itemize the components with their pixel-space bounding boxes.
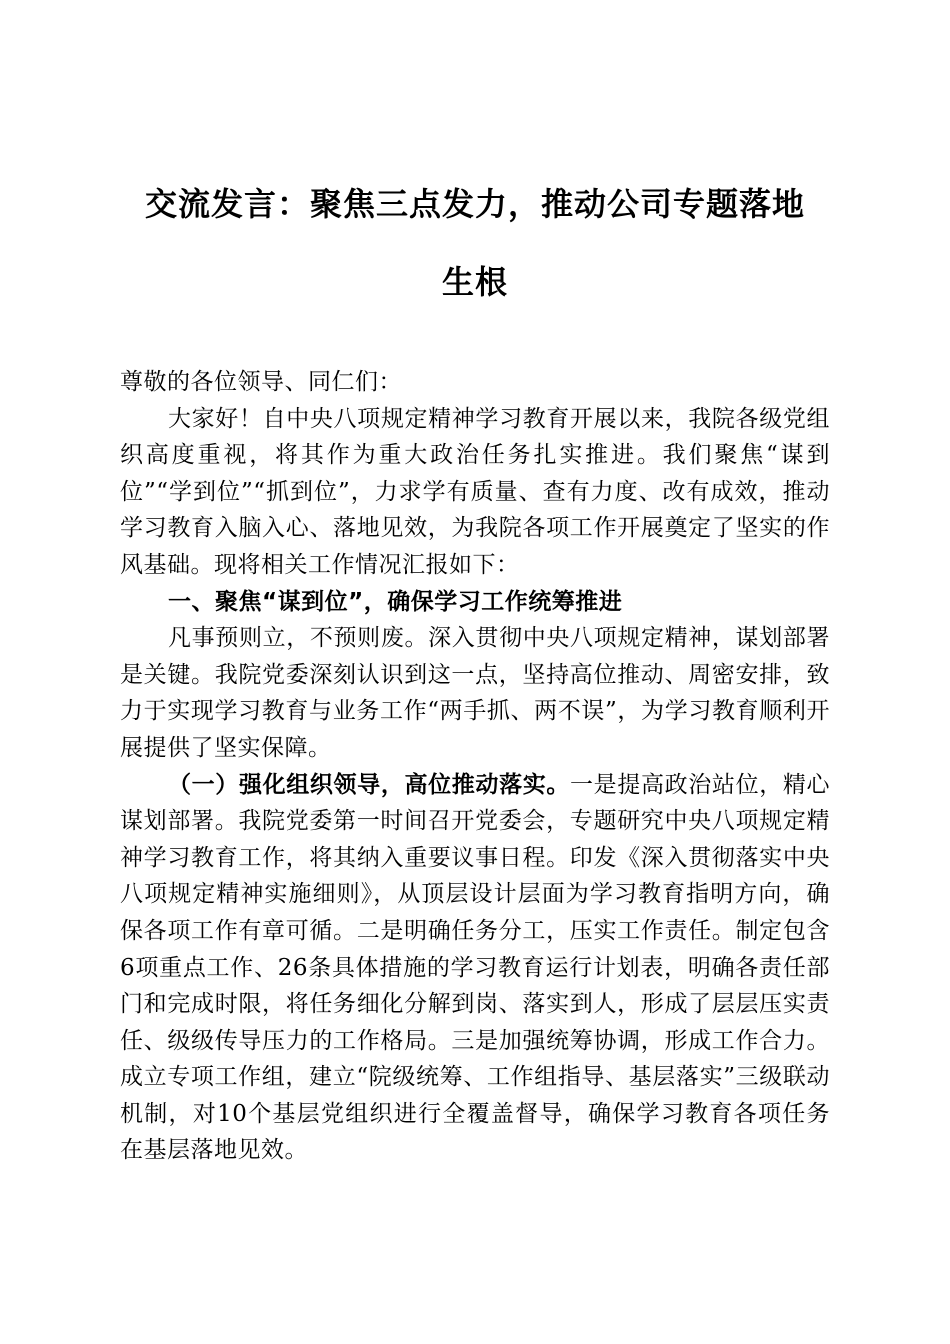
subsection-1-paragraph: [120, 767, 830, 1170]
intro-paragraph: 大家好！自中央八项规定精神学习教育开展以来，我院各级党组织高度重视，将其作为重大政治任务扎实推进。我们聚焦“谋到位”“学到位”“抓到位”，力求学有质量、查有力度、改有成效，推动学习教育入脑入心、落地见效，为我院各项工作开展奠定了坚实的作风基础。现将相关工作情况汇报如下：: [120, 405, 830, 578]
title-line-1: 交流发言：聚焦三点发力，推动公司专题落地: [144, 185, 805, 223]
subsection-1-heading: （一）强化组织领导，高位推动落实。: [168, 770, 571, 798]
salutation: 尊敬的各位领导、同仁们：: [120, 369, 402, 395]
title-line-2: 生根: [441, 263, 508, 301]
document-title: [110, 165, 840, 321]
section-1-heading: 一、聚焦“谋到位”，确保学习工作统筹推进: [168, 588, 623, 615]
document-body: [120, 364, 830, 1169]
section-1-paragraph: 凡事预则立，不预则废。深入贯彻中央八项规定精神，谋划部署是关键。我院党委深刻认识到这一点，坚持高位推动、周密安排，致力于实现学习教育与业务工作“两手抓、两不误”，为学习教育顺利开展提供了坚实保障。: [120, 625, 830, 761]
subsection-1-body: 一是提高政治站位，精心谋划部署。我院党委第一时间召开党委会，专题研究中央八项规定精神学习教育工作，将其纳入重要议事日程。印发《深入贯彻落实中央八项规定精神实施细则》，从顶层设计层面为学习教育指明方向，确保各项工作有章可循。二是明确任务分工，压实工作责任。制定包含6项重点工作、26条具体措施的学习教育运行计划表，明确各责任部门和完成时限，将任务细化分解到岗、落实到人，形成了层层压实责任、级级传导压力的工作格局。三是加强统筹协调，形成工作合力。成立专项工作组，建立“院级统筹、工作组指导、基层落实”三级联动机制，对10个基层党组织进行全覆盖督导，确保学习教育各项任务在基层落地见效。: [120, 771, 831, 1164]
